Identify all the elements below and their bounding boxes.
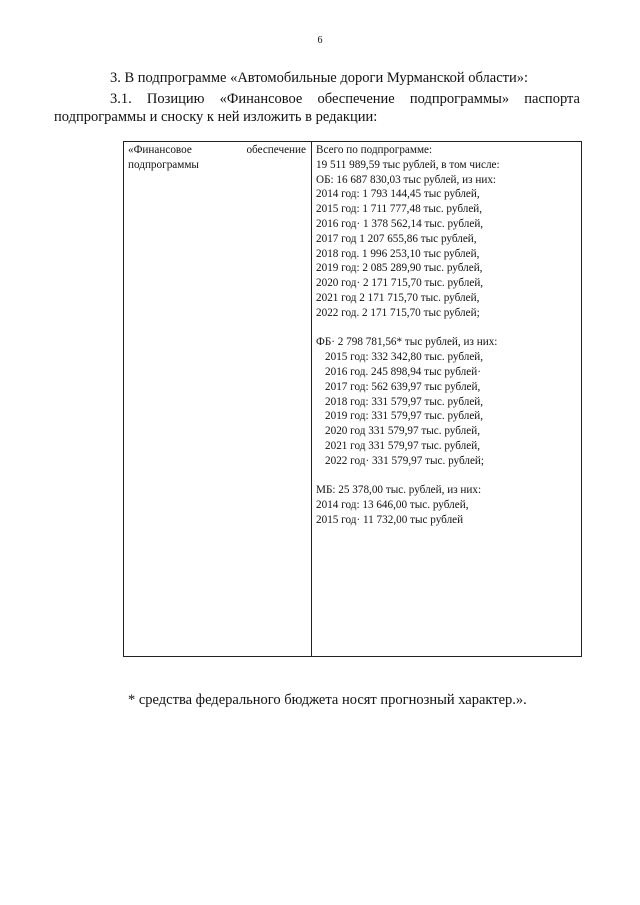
mb-header: МБ: 25 378,00 тыс. рублей, из них: xyxy=(316,484,482,497)
total-amount: 19 511 989,59 тыс рублей, в том числе: xyxy=(316,158,500,171)
ob-year-line: 2017 год 1 207 655,86 тыс рублей, xyxy=(316,232,477,245)
blank-line xyxy=(316,321,578,336)
ob-year-line: 2014 год: 1 793 144,45 тыс рублей, xyxy=(316,188,480,201)
mb-year-line: 2015 год· 11 732,00 тыс рублей xyxy=(316,513,464,526)
financing-table xyxy=(123,141,582,657)
left-cell-word: «Финансовое xyxy=(128,144,192,156)
fb-year-line: 2020 год 331 579,97 тыс. рублей, xyxy=(325,425,480,438)
ob-year-line: 2018 год. 1 996 253,10 тыс рублей, xyxy=(316,247,480,260)
fb-year-line: 2021 год 331 579,97 тыс. рублей, xyxy=(325,439,480,452)
paragraph-word: Позицию xyxy=(146,91,205,107)
table-left-cell xyxy=(128,143,306,173)
page-number: 6 xyxy=(317,35,323,46)
paragraph-word: 3.1. xyxy=(110,91,132,107)
ob-header: ОБ: 16 687 830,03 тыс рублей, из них: xyxy=(316,173,497,186)
paragraph-line-2: подпрограммы и сноску к ней изложить в редакции: xyxy=(54,109,378,125)
paragraph-word: подпрограммы» xyxy=(409,91,510,107)
ob-year-line: 2019 год: 2 085 289,90 тыс. рублей, xyxy=(316,262,483,275)
fb-year-line: 2022 год· 331 579,97 тыс. рублей; xyxy=(325,454,485,467)
total-label: Всего по подпрограмме: xyxy=(316,144,433,156)
table-right-cell xyxy=(316,143,578,528)
left-cell-word: обеспечение xyxy=(246,144,306,156)
fb-year-line: 2015 год: 332 342,80 тыс. рублей, xyxy=(325,351,484,364)
footnote: * средства федерального бюджета носят прогнозный характер.». xyxy=(128,692,527,708)
fb-year-line: 2018 год: 331 579,97 тыс. рублей, xyxy=(325,395,484,408)
paragraph-word: паспорта xyxy=(524,91,580,107)
fb-year-line: 2016 год. 245 898,94 тыс рублей· xyxy=(325,365,481,378)
paragraph-word: обеспечение xyxy=(317,91,395,107)
fb-year-line: 2017 год: 562 639,97 тыс рублей, xyxy=(325,380,481,393)
paragraph-word: «Финансовое xyxy=(219,91,303,107)
ob-year-line: 2015 год: 1 711 777,48 тыс. рублей, xyxy=(316,203,483,216)
ob-year-line: 2021 год 2 171 715,70 тыс. рублей, xyxy=(316,291,480,304)
left-cell-line-1 xyxy=(128,143,306,158)
left-cell-line-2: подпрограммы xyxy=(128,158,199,171)
fb-header: ФБ· 2 798 781,56* тыс рублей, из них: xyxy=(316,336,498,349)
section-heading: 3. В подпрограмме «Автомобильные дороги Мурманской области»: xyxy=(110,70,529,86)
paragraph-line-1 xyxy=(110,91,580,108)
blank-line xyxy=(316,469,578,484)
ob-year-line: 2020 год· 2 171 715,70 тыс. рублей, xyxy=(316,277,484,290)
fb-year-line: 2019 год: 331 579,97 тыс. рублей, xyxy=(325,410,484,423)
ob-year-line: 2022 год. 2 171 715,70 тыс рублей; xyxy=(316,306,480,319)
ob-year-line: 2016 год· 1 378 562,14 тыс. рублей, xyxy=(316,217,484,230)
mb-year-line: 2014 год: 13 646,00 тыс. рублей, xyxy=(316,499,469,512)
table-column-divider xyxy=(311,142,312,656)
